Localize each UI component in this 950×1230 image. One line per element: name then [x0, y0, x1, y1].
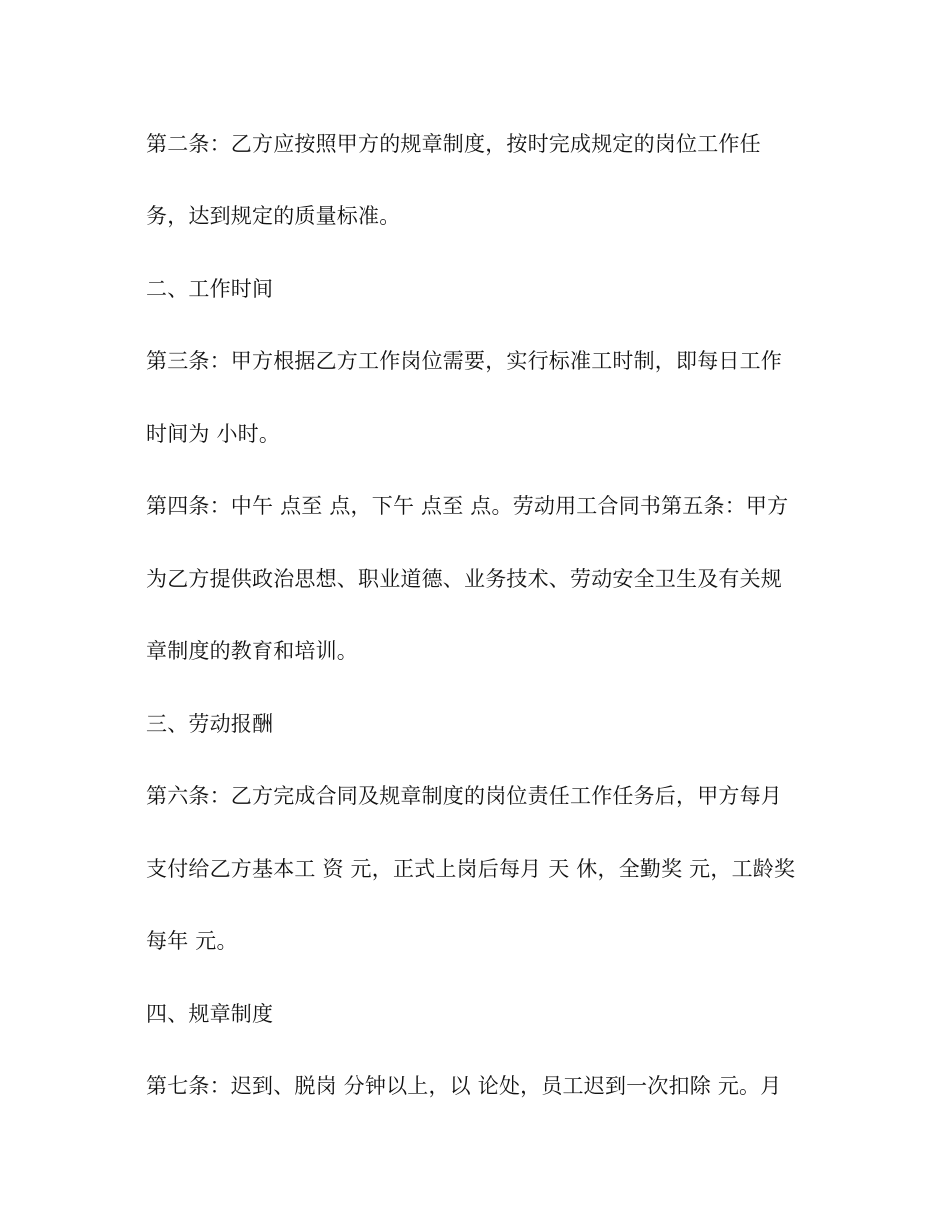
clause-5-line-3: 章制度的教育和培训。 — [146, 639, 358, 663]
clause-5-line-2: 为乙方提供政治思想、职业道德、业务技术、劳动安全卫生及有关规 — [146, 567, 782, 591]
section-heading-remuneration: 三、劳动报酬 — [146, 712, 274, 736]
section-heading-rules: 四、规章制度 — [146, 1002, 274, 1026]
clause-3-line-1: 第三条：甲方根据乙方工作岗位需要，实行标准工时制，即每日工作 — [146, 349, 782, 373]
clause-6-line-3: 每年 元。 — [146, 929, 238, 953]
clause-2-line-2: 务，达到规定的质量标准。 — [146, 204, 401, 228]
clause-2-line-1: 第二条：乙方应按照甲方的规章制度，按时完成规定的岗位工作任 — [146, 132, 761, 156]
clause-7-line-1: 第七条：迟到、脱岗 分钟以上，以 论处，员工迟到一次扣除 元。月 — [146, 1074, 782, 1098]
clause-6-line-2: 支付给乙方基本工 资 元，正式上岗后每月 天 休，全勤奖 元，工龄奖 — [146, 857, 796, 881]
clause-4-line-1: 第四条：中午 点至 点，下午 点至 点。劳动用工合同书第五条：甲方 — [146, 494, 789, 518]
section-heading-work-time: 二、工作时间 — [146, 277, 274, 301]
clause-3-line-2: 时间为 小时。 — [146, 422, 281, 446]
clause-6-line-1: 第六条：乙方完成合同及规章制度的岗位责任工作任务后，甲方每月 — [146, 784, 782, 808]
